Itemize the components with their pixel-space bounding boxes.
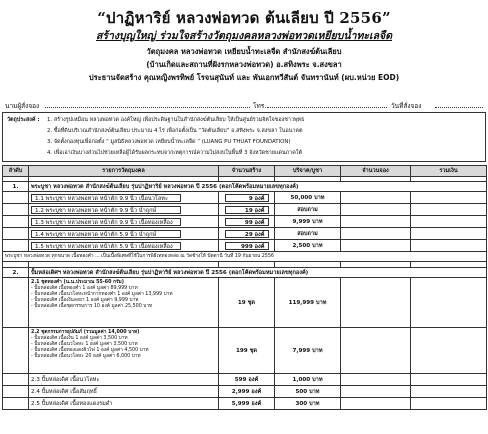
set-line: - ปั้มหล่อเดิศ เนื้อทองคำ 1 องค์ มูลค่า 89,999 บาท bbox=[31, 286, 138, 291]
table-row bbox=[3, 374, 487, 386]
order-qty-cell[interactable] bbox=[341, 240, 411, 252]
total-cell[interactable] bbox=[411, 192, 487, 204]
col-header-order-qty: จำนวนจอง bbox=[341, 166, 411, 177]
total-cell[interactable] bbox=[411, 228, 487, 240]
date-field[interactable] bbox=[435, 101, 483, 108]
order-qty-cell[interactable] bbox=[341, 204, 411, 216]
purpose-item: 2. ซื้อที่ดินบริเวณสำนักสงฆ์ต้นเลียบ ประมาณ 4 ไร่ เพื่อก่อตั้งเป็น “วัดต้นเลียบ” อ.สทิงพระ จ.สงขลา ในอนาคต bbox=[47, 128, 303, 134]
col-header-total: รวมเงิน bbox=[411, 166, 487, 177]
section-1-title-row bbox=[3, 182, 487, 192]
table-row bbox=[3, 204, 487, 216]
item-name: 1.3 พระบูชา หลวงพ่อทวด หน้าตัก 9.9 นิ้ว เนื้อทองเหลือง bbox=[31, 218, 181, 226]
item-price: 50,000 บาท bbox=[275, 192, 341, 204]
page-subtitle: สร้างบุญใหญ่ ร่วมใจสร้างวัตถุมงคลหลวงพ่อทวดเหยียบน้ำทะเลจืด bbox=[95, 30, 393, 42]
set-title: 2.1 ชุดทองคำ (น.น.ประมาณ 55-60 กรัม) bbox=[31, 280, 124, 285]
item-quantity: 9 องค์ bbox=[225, 194, 269, 202]
item-quantity: 599 องค์ bbox=[219, 374, 275, 386]
order-qty-cell[interactable] bbox=[341, 374, 411, 386]
set-line: - ปั้มหล่อเดิศ เนื้อเงินลงยา 1 องค์ มูลค่า 9,999 บาท bbox=[31, 298, 139, 303]
item-name: 1.2 พระบูชา หลวงพ่อทวด หน้าตัก 9.9 นิ้ว นำฤกษ์ bbox=[31, 206, 181, 214]
section-note: พระบูชา หลวงพ่อทวด ทุกขนาด เนื้อทองคำ ... เป็นเนื้อพิเศษที่ใช้ในการพิธีเททองหล่อ ณ วัดช้างให้ ปัตตานี วันที่ 19 กันยายน 2556 bbox=[3, 252, 487, 262]
item-quantity: 2,999 องค์ bbox=[219, 386, 275, 398]
item-quantity: 19 ชุด bbox=[219, 278, 275, 328]
order-qty-cell[interactable] bbox=[341, 228, 411, 240]
table-row bbox=[3, 278, 487, 328]
order-qty-cell[interactable] bbox=[341, 278, 411, 328]
item-name: 1.4 พระบูชา หลวงพ่อทวด หน้าตัก 5.9 นิ้ว นำฤกษ์ bbox=[31, 230, 181, 238]
header-line-2: (บ้านเกิดและสถานที่ฝังรกหลวงพ่อทวด) อ.สทิงพระ จ.สงขลา bbox=[146, 60, 342, 69]
order-qty-cell[interactable] bbox=[341, 398, 411, 410]
name-field[interactable] bbox=[45, 101, 250, 108]
name-label: นามผู้สั่งจอง bbox=[5, 102, 40, 110]
section-2-title-row bbox=[3, 268, 487, 278]
table-header-row bbox=[3, 166, 487, 177]
item-quantity: 199 ชุด bbox=[219, 328, 275, 374]
total-cell[interactable] bbox=[411, 278, 487, 328]
set-line: - ปั้มหล่อเดิศ เนื้อทองแดงผิวไฟ 1 องค์ มูลค่า 4,500 บาท bbox=[31, 348, 149, 353]
item-quantity: 29 องค์ bbox=[225, 230, 269, 238]
section-1-note-row bbox=[3, 252, 487, 262]
table-row bbox=[3, 192, 487, 204]
order-qty-cell[interactable] bbox=[341, 386, 411, 398]
item-price: สอบถาม bbox=[275, 204, 341, 216]
item-quantity: 999 องค์ bbox=[225, 242, 269, 250]
item-quantity: 19 องค์ bbox=[225, 206, 269, 214]
phone-field[interactable] bbox=[267, 101, 387, 108]
total-cell[interactable] bbox=[411, 374, 487, 386]
item-quantity: 5,999 องค์ bbox=[219, 398, 275, 410]
date-label: วันที่สั่งจอง bbox=[391, 102, 422, 110]
col-header-price: บริจาค/บูชา bbox=[275, 166, 341, 177]
item-quantity: 99 องค์ bbox=[225, 218, 269, 226]
table-row bbox=[3, 386, 487, 398]
header-line-1: วัตถุมงคล หลวงพ่อทวด เหยียบน้ำทะเลจืด สำนักสงฆ์ต้นเลียบ bbox=[146, 47, 342, 56]
total-cell[interactable] bbox=[411, 240, 487, 252]
item-price: 300 บาท bbox=[275, 398, 341, 410]
item-name: 2.3 ปั้มหล่อเดิศ เนื้อนวโลหะ bbox=[29, 374, 219, 386]
col-header-quantity: จำนวนสร้าง bbox=[219, 166, 275, 177]
table-row bbox=[3, 328, 487, 374]
set-line: - ปั้มหล่อเดิศ เนื้อนวโลหะ 1 องค์ มูลค่า 3,500 บาท bbox=[31, 342, 138, 347]
item-name: 2.4 ปั้มหล่อเดิศ เนื้อสัมฤทธิ์ bbox=[29, 386, 219, 398]
purpose-item: 4. เพื่อเอาเงินบางส่วนไปช่วยเหลือผู้ได้รับผลกระทบจากเหตุการณ์ความไม่สงบในพื้นที่ 3 จังหวัดชายแดนภาคใต้ bbox=[47, 150, 302, 156]
item-name: 1.1 พระบูชา หลวงพ่อทวด หน้าตัก 9.9 นิ้ว เนื้อนวโลหะ bbox=[31, 194, 181, 202]
col-header-no: ลำดับ bbox=[3, 166, 29, 177]
set-title: 2.2 ชุดกรรมการอุปถัมภ์ (รวมมูลค่า 14,000 บาท) bbox=[31, 330, 140, 335]
order-qty-cell[interactable] bbox=[341, 192, 411, 204]
section-title: พระบูชา หลวงพ่อทวด สำนักสงฆ์ต้นเลียบ รุ่นปาฏิหาริย์ หลวงพ่อทวด ปี 2556 (ตอกโค้ดพร้อมหมายเลขทุกองค์) bbox=[29, 182, 487, 192]
item-price: 1,000 บาท bbox=[275, 374, 341, 386]
purpose-box bbox=[2, 112, 486, 162]
item-price: 500 บาท bbox=[275, 386, 341, 398]
section-title: ปั้มหล่อเดิศฯ หลวงพ่อทวด สำนักสงฆ์ต้นเลียบ รุ่นปาฏิหาริย์ หลวงพ่อทวด ปี 2556 (ตอกโค้ดพร้อมหมายเลขทุกองค์) bbox=[29, 268, 487, 278]
item-price: สอบถาม bbox=[275, 228, 341, 240]
table-row bbox=[3, 216, 487, 228]
purpose-item: 3. จัดตั้งกองทุนเพื่อก่อตั้ง “ มูลนิธิหลวงพ่อทวด เหยียบน้ำทะเลจืด ” (LUANG PU THUAT FOUNDATION) bbox=[47, 139, 291, 145]
item-name: 1.5 พระบูชา หลวงพ่อทวด หน้าตัก 5.9 นิ้ว เนื้อทองเหลือง bbox=[31, 242, 181, 250]
set-line: - ปั้มหล่อเดิศ เนื้อเงิน 1 องค์ มูลค่า 3,500 บาท bbox=[31, 336, 128, 341]
section-number: 1. bbox=[3, 182, 29, 192]
table-row bbox=[3, 398, 487, 410]
item-name: 2.5 ปั้มหล่อเดิศ เนื้อทองแดงรมดำ bbox=[29, 398, 219, 410]
item-price: 7,999 บาท bbox=[275, 328, 341, 374]
order-qty-cell[interactable] bbox=[341, 216, 411, 228]
item-price: 2,500 บาท bbox=[275, 240, 341, 252]
header-line-3: ประธานจัดสร้าง คุณหญิงพรทิพย์ โรจนสุนันท์ และ พันเอกทวีสันต์ จันทรานันท์ (ผบ.หน่วย EOD) bbox=[88, 73, 400, 82]
set-line: - ปั้มหล่อเดิศ เนื้อนวโลหะหน้ากากทองคำ 1 องค์ มูลค่า 13,999 บาท bbox=[31, 292, 173, 297]
order-table bbox=[2, 165, 487, 410]
table-row bbox=[3, 228, 487, 240]
section-number: 2. bbox=[3, 268, 29, 278]
col-header-item: รายการวัตถุมงคล bbox=[29, 166, 219, 177]
item-price: 119,999 บาท bbox=[275, 278, 341, 328]
set-line: - ปั้มหล่อเดิศ เนื้อนวโลหะ 20 องค์ มูลค่า 6,000 บาท bbox=[31, 354, 141, 359]
order-qty-cell[interactable] bbox=[341, 328, 411, 374]
purpose-heading: วัตถุประสงค์ : bbox=[7, 117, 40, 123]
set-line: - ปั้มหล่อเดิศ เนื้อชุดกรรมการ 10 องค์ มูลค่า 25,500 บาท bbox=[31, 304, 153, 309]
item-price: 9,999 บาท bbox=[275, 216, 341, 228]
total-cell[interactable] bbox=[411, 328, 487, 374]
total-cell[interactable] bbox=[411, 216, 487, 228]
total-cell[interactable] bbox=[411, 386, 487, 398]
total-cell[interactable] bbox=[411, 204, 487, 216]
phone-label: โทร. bbox=[253, 102, 267, 110]
purpose-item: 1. สร้างรูปเหมือน หลวงพ่อทวด องค์ใหญ่ เพื่อประดิษฐานในสำนักสงฆ์ต้นเลียบ ให้เป็นศูนย์รวมจิตใจของชาวพุทธ bbox=[47, 117, 305, 123]
page-title: “ปาฏิหาริย์ หลวงพ่อทวด ต้นเลียบ ปี 2556” bbox=[97, 9, 391, 27]
total-cell[interactable] bbox=[411, 398, 487, 410]
table-row bbox=[3, 240, 487, 252]
